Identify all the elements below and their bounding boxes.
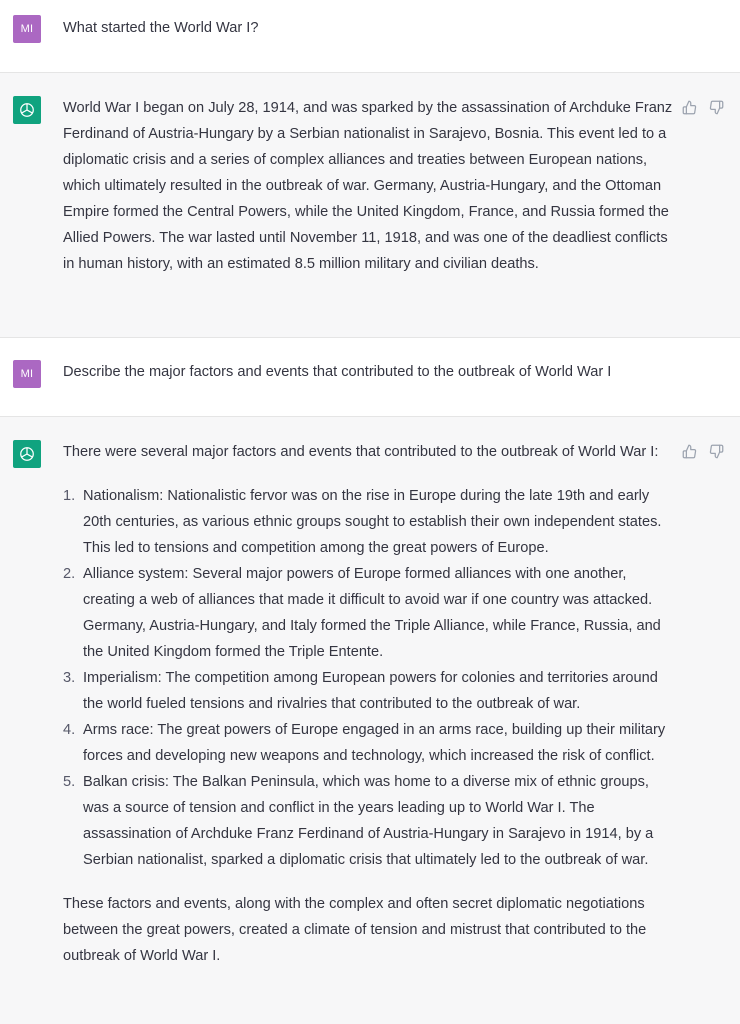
list-number: 5.	[63, 774, 76, 790]
list-text: Arms race: The great powers of Europe engaged in an arms race, building up their military forces and developing new weapons and technology, which increased the risk of conflict.	[83, 722, 666, 764]
feedback-actions	[682, 444, 724, 459]
openai-logo-icon	[17, 444, 37, 464]
assistant-avatar	[13, 440, 41, 468]
assistant-outro: These factors and events, along with the complex and often secret diplomatic negotiations between the great powers, created a climate of tension and mistrust that contributed to the outbreak of World War I.	[63, 896, 647, 964]
user-message-text: Describe the major factors and events that contributed to the outbreak of World War I	[63, 364, 612, 380]
assistant-paragraph: World War I began on July 28, 1914, and was sparked by the assassination of Archduke Franz Ferdinand of Austria-Hungary by a Serbian nationalist in Sarajevo, Bosnia. This event led to a diplomatic crisis and a series of complex alliances and treaties between European nations, which ultimately resulted in the outbreak of war. Germany, Austria-Hungary, and the Ottoman Empire formed the Central Powers, while the United Kingdom, France, and Russia formed the Allied Powers. The war lasted until November 11, 1918, and was one of the deadliest conflicts in human history, with an estimated 8.5 million military and civilian deaths.	[63, 100, 673, 272]
openai-logo-icon	[17, 100, 37, 120]
feedback-actions	[682, 100, 724, 115]
thumbs-down-icon[interactable]	[709, 100, 724, 115]
assistant-message-text	[63, 95, 675, 277]
user-message-text: What started the World War I?	[63, 20, 259, 36]
list-number: 4.	[63, 722, 76, 738]
user-avatar-initials: MI	[20, 23, 34, 35]
assistant-avatar	[13, 96, 41, 124]
list-item	[63, 665, 675, 717]
list-number: 3.	[63, 670, 76, 686]
list-number: 1.	[63, 488, 76, 504]
assistant-message-text	[63, 439, 675, 969]
list-item	[63, 769, 675, 873]
thumbs-down-icon[interactable]	[709, 444, 724, 459]
list-text: Nationalism: Nationalistic fervor was on the rise in Europe during the late 19th and early 20th centuries, as various ethnic groups sought to establish their own independent states. This led to tensions and competition among the great powers of Europe.	[83, 488, 662, 556]
list-item	[63, 717, 675, 769]
list-text: Alliance system: Several major powers of Europe formed alliances with one another, creating a web of alliances that made it difficult to avoid war if one country was attacked. Germany, Austria-Hungary, and Italy formed the Triple Alliance, while France, Russia, and the United Kingdom formed the Triple Entente.	[83, 566, 661, 660]
thumbs-up-icon[interactable]	[682, 100, 697, 115]
user-message-1	[0, 0, 740, 73]
list-item	[63, 483, 675, 561]
list-number: 2.	[63, 566, 76, 582]
user-avatar-initials: MI	[20, 368, 34, 380]
user-avatar	[13, 360, 41, 388]
assistant-message-2	[0, 417, 740, 1024]
user-avatar	[13, 15, 41, 43]
assistant-intro: There were several major factors and events that contributed to the outbreak of World War I:	[63, 444, 659, 460]
list-text: Imperialism: The competition among European powers for colonies and territories around the world fueled tensions and rivalries that contributed to the outbreak of war.	[83, 670, 658, 712]
factors-list	[63, 483, 675, 873]
list-text: Balkan crisis: The Balkan Peninsula, which was home to a diverse mix of ethnic groups, was a source of tension and conflict in the years leading up to World War I. The assassination of Archduke Franz Ferdinand of Austria-Hungary in Sarajevo in 1914, by a Serbian nationalist, sparked a diplomatic crisis that ultimately led to the outbreak of war.	[83, 774, 654, 868]
user-message-2	[0, 338, 740, 417]
assistant-message-1	[0, 73, 740, 338]
thumbs-up-icon[interactable]	[682, 444, 697, 459]
list-item	[63, 561, 675, 665]
